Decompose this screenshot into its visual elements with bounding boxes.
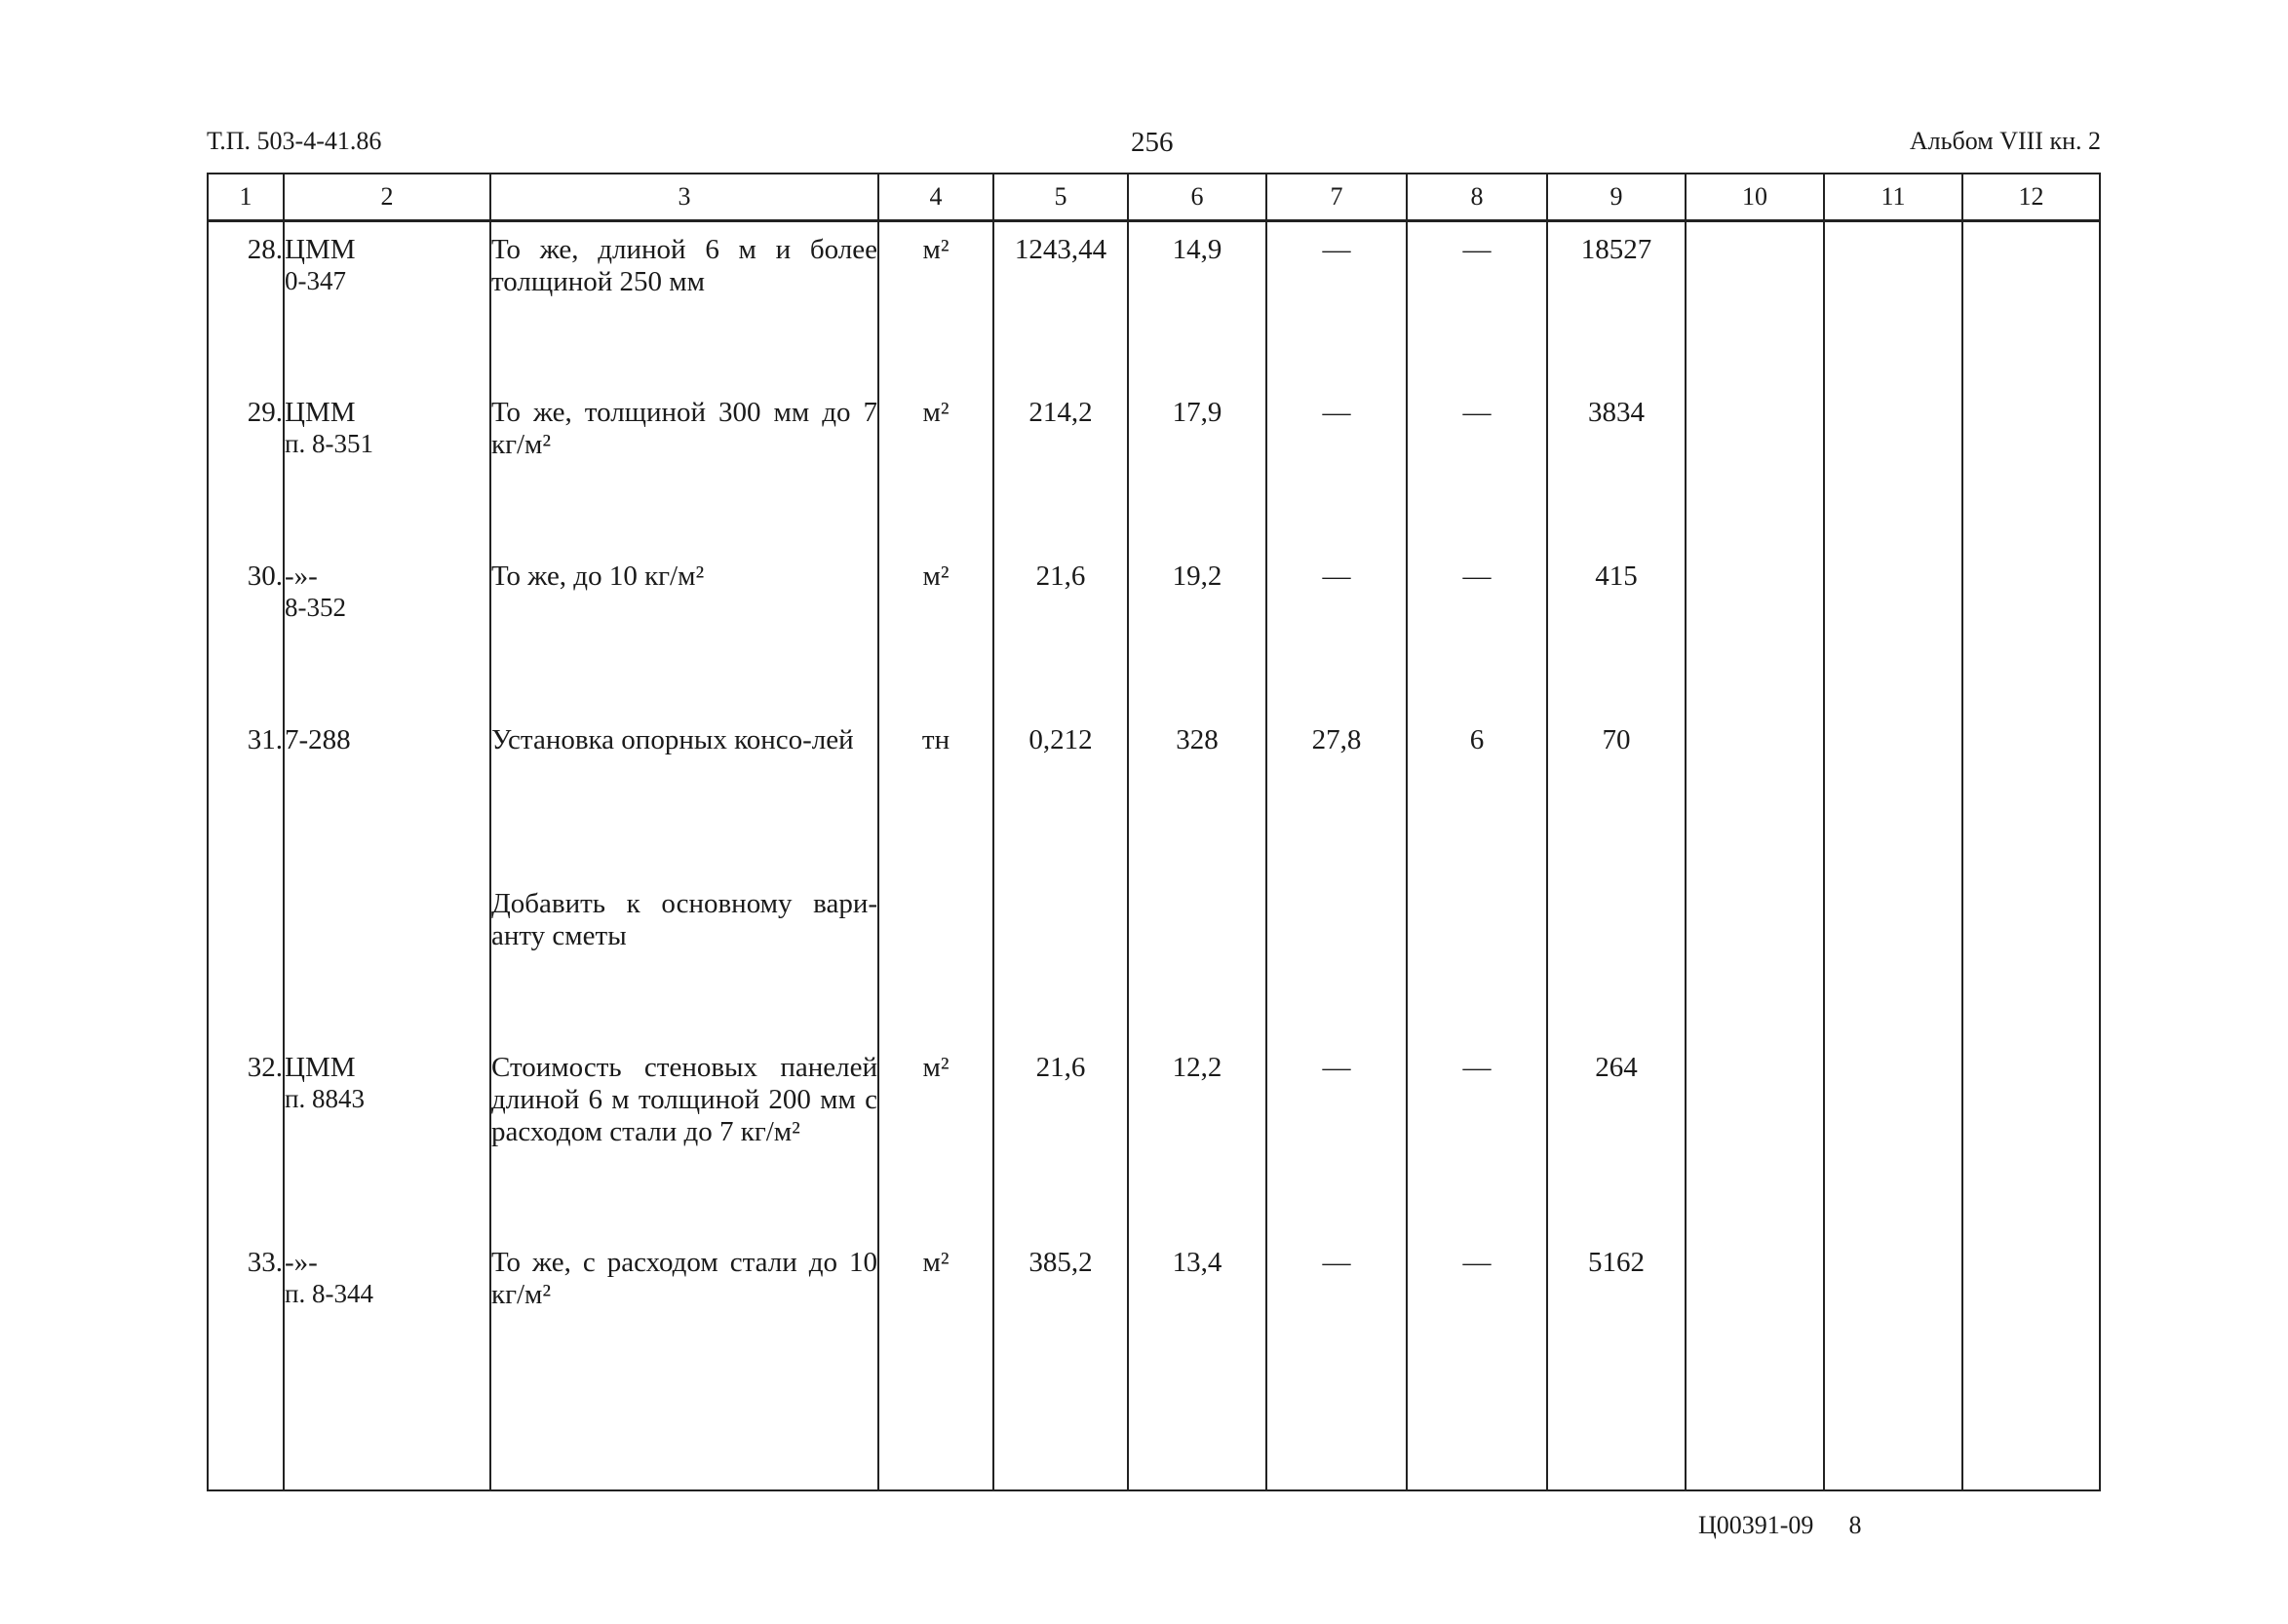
column-header: 1 [208,174,284,221]
quantity: 385,2 [993,1235,1128,1399]
empty-cell [1824,221,1962,385]
unit-price [1128,876,1266,1040]
quantity: 21,6 [993,1040,1128,1235]
empty-cell [993,1399,1128,1491]
empty-cell [1962,1399,2100,1491]
rate-code-line1: -»- [285,560,318,592]
table-row [208,1235,2100,1399]
unit: м² [878,221,993,385]
column-8-value: — [1407,221,1547,385]
album-label: Альбом VIII кн. 2 [1909,127,2101,155]
unit: м² [878,1235,993,1399]
table-row [208,221,2100,385]
empty-cell [1686,549,1824,713]
rate-code-line1: ЦММ [285,234,356,265]
total-cost: 5162 [1547,1235,1686,1399]
column-header: 2 [284,174,490,221]
page-number: 256 [1131,127,1174,158]
empty-cell [1407,1399,1547,1491]
sheet-code: Ц00391-09 [1698,1511,1814,1539]
rate-code-line1: ЦММ [285,1051,356,1083]
column-8-value: — [1407,549,1547,713]
total-cost: 264 [1547,1040,1686,1235]
empty-cell [1686,385,1824,549]
column-7-value [1266,876,1407,1040]
row-number: 28. [208,221,284,385]
empty-cell [1547,1399,1686,1491]
empty-cell [1686,1040,1824,1235]
quantity [993,876,1128,1040]
quantity: 1243,44 [993,221,1128,385]
column-7-value: — [1266,1040,1407,1235]
unit: тн [878,713,993,876]
column-header: 10 [1686,174,1824,221]
column-7-value: 27,8 [1266,713,1407,876]
empty-cell [1962,549,2100,713]
empty-cell [1962,1235,2100,1399]
rate-code [284,221,490,385]
work-description: Стоимость стеновых панелей длиной 6 м толщиной 200 мм с расходом стали до 7 кг/м² [490,1040,878,1235]
section-note: Добавить к основному вари-анту сметы [490,876,878,1040]
empty-cell [878,1399,993,1491]
empty-cell [1266,1399,1407,1491]
column-header: 11 [1824,174,1962,221]
rate-code [284,1235,490,1399]
total-cost [1547,876,1686,1040]
column-header: 12 [1962,174,2100,221]
rate-code-line2: п. 8843 [285,1083,365,1113]
empty-cell [1962,713,2100,876]
empty-cell [1962,385,2100,549]
row-number: 30. [208,549,284,713]
work-description: То же, толщиной 300 мм до 7 кг/м² [490,385,878,549]
row-number: 32. [208,1040,284,1235]
empty-cell [1824,713,1962,876]
empty-cell [1686,1235,1824,1399]
empty-cell [1686,221,1824,385]
table-row [208,1040,2100,1235]
rate-code-line1: -»- [285,1246,318,1278]
unit-price: 14,9 [1128,221,1266,385]
empty-cell [1686,1399,1824,1491]
work-description: То же, длиной 6 м и более толщиной 250 мм [490,221,878,385]
unit-price: 17,9 [1128,385,1266,549]
column-8-value: — [1407,385,1547,549]
column-header: 9 [1547,174,1686,221]
column-8-value [1407,876,1547,1040]
column-header: 3 [490,174,878,221]
empty-cell [1962,221,2100,385]
sheet-number: 8 [1848,1511,1862,1539]
column-header: 6 [1128,174,1266,221]
empty-cell [1824,1235,1962,1399]
row-number: 33. [208,1235,284,1399]
unit: м² [878,549,993,713]
empty-cell [1686,876,1824,1040]
unit-price: 19,2 [1128,549,1266,713]
rate-code [284,713,490,876]
table-row [208,876,2100,1040]
quantity: 21,6 [993,549,1128,713]
unit [878,876,993,1040]
unit-price: 12,2 [1128,1040,1266,1235]
unit-price: 328 [1128,713,1266,876]
empty-cell [208,1399,284,1491]
document-code: Т.П. 503-4-41.86 [207,127,382,155]
column-number-row [208,174,2100,221]
rate-code [284,876,490,1040]
row-number [208,876,284,1040]
estimate-table [207,173,2101,1491]
empty-cell [490,1399,878,1491]
row-number: 29. [208,385,284,549]
row-number: 31. [208,713,284,876]
work-description: То же, с расходом стали до 10 кг/м² [490,1235,878,1399]
empty-cell [1824,549,1962,713]
empty-cell [284,1399,490,1491]
unit: м² [878,385,993,549]
empty-cell [1824,1040,1962,1235]
total-cost: 415 [1547,549,1686,713]
rate-code [284,385,490,549]
rate-code-line1: 7-288 [285,723,351,755]
empty-cell [1962,1040,2100,1235]
empty-cell [1824,385,1962,549]
rate-code [284,549,490,713]
rate-code-line2: 8-352 [285,592,346,622]
column-header: 4 [878,174,993,221]
empty-cell [1962,876,2100,1040]
work-description: То же, до 10 кг/м² [490,549,878,713]
empty-cell [1686,713,1824,876]
empty-cell [1824,1399,1962,1491]
column-7-value: — [1266,221,1407,385]
table-filler-row [208,1399,2100,1491]
table-row [208,385,2100,549]
rate-code-line2: п. 8-351 [285,428,373,458]
column-8-value: — [1407,1040,1547,1235]
total-cost: 3834 [1547,385,1686,549]
rate-code [284,1040,490,1235]
rate-code-line2: п. 8-344 [285,1278,373,1308]
column-8-value: — [1407,1235,1547,1399]
column-header: 7 [1266,174,1407,221]
column-7-value: — [1266,385,1407,549]
rate-code-line1: ЦММ [285,396,356,428]
column-header: 8 [1407,174,1547,221]
quantity: 214,2 [993,385,1128,549]
column-8-value: 6 [1407,713,1547,876]
empty-cell [1128,1399,1266,1491]
quantity: 0,212 [993,713,1128,876]
column-header: 5 [993,174,1128,221]
table-row [208,713,2100,876]
empty-cell [1824,876,1962,1040]
column-7-value: — [1266,549,1407,713]
table-row [208,549,2100,713]
total-cost: 18527 [1547,221,1686,385]
column-7-value: — [1266,1235,1407,1399]
unit: м² [878,1040,993,1235]
unit-price: 13,4 [1128,1235,1266,1399]
total-cost: 70 [1547,713,1686,876]
sheet-footer [1698,1513,1861,1538]
rate-code-line2: 0-347 [285,266,346,296]
work-description: Установка опорных консо-лей [490,713,878,876]
